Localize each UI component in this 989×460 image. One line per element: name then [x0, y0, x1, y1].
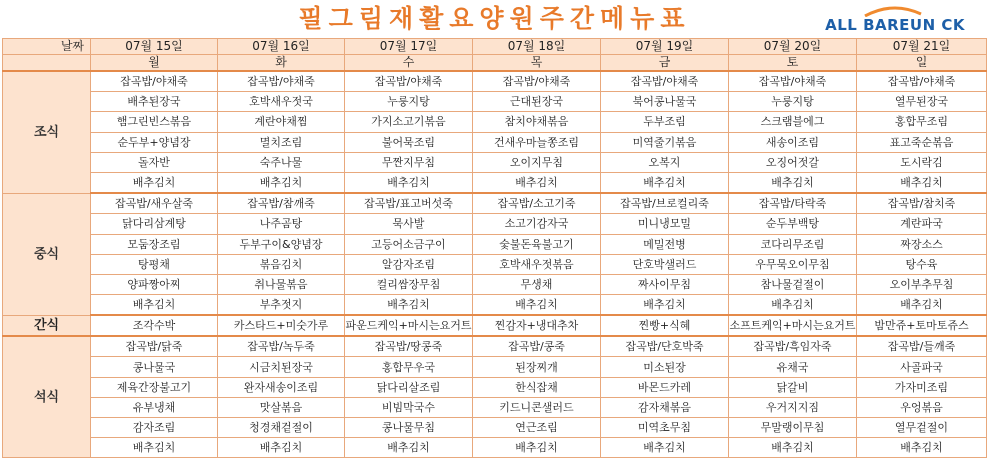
- dinner-label: 석식: [3, 336, 91, 458]
- menu-item: 누룽지탕: [729, 92, 857, 112]
- menu-item: 잡곡밥/참깨죽: [218, 193, 345, 214]
- date-cell: 07월 16일: [218, 39, 345, 55]
- menu-item: 잡곡밥/야채죽: [218, 71, 345, 92]
- menu-item: 건새우마늘쫑조림: [473, 132, 601, 152]
- menu-item: 미소된장: [601, 357, 729, 377]
- menu-item: 연근조림: [473, 418, 601, 438]
- menu-item: 잡곡밥/들깨죽: [857, 336, 987, 357]
- menu-item: 계란파국: [857, 214, 987, 234]
- menu-item: 콩나물무침: [345, 418, 473, 438]
- menu-item: 참치야채볶음: [473, 112, 601, 132]
- menu-item: 순두부백탕: [729, 214, 857, 234]
- menu-item: 열무된장국: [857, 92, 987, 112]
- day-header-blank: [3, 55, 91, 72]
- menu-item: 누룽지탕: [345, 92, 473, 112]
- menu-item: 배추된장국: [91, 92, 218, 112]
- lunch-row: [3, 274, 987, 294]
- menu-item: 유부냉채: [91, 397, 218, 417]
- menu-item: 사골파국: [857, 357, 987, 377]
- date-cell: 07월 18일: [473, 39, 601, 55]
- date-cell: 07월 20일: [729, 39, 857, 55]
- menu-item: 새송이조림: [729, 132, 857, 152]
- menu-item: 가자미조림: [857, 377, 987, 397]
- lunch-row: [3, 193, 987, 214]
- menu-item: 미니냉모밀: [601, 214, 729, 234]
- breakfast-label: 조식: [3, 71, 91, 193]
- lunch-row: [3, 254, 987, 274]
- menu-item: 잡곡밥/브로컬리죽: [601, 193, 729, 214]
- menu-item: 배추김치: [729, 438, 857, 458]
- dinner-row: [3, 377, 987, 397]
- menu-item: 우거지지짐: [729, 397, 857, 417]
- menu-item: 닭다리살조림: [345, 377, 473, 397]
- menu-item: 맛살볶음: [218, 397, 345, 417]
- menu-item: 열무겉절이: [857, 418, 987, 438]
- menu-item: 무말랭이무침: [729, 418, 857, 438]
- snack-item: 조각수박: [91, 315, 218, 336]
- menu-item: 짜장소스: [857, 234, 987, 254]
- menu-item: 시금치된장국: [218, 357, 345, 377]
- menu-item: 배추김치: [857, 295, 987, 316]
- menu-item: 스크램블에그: [729, 112, 857, 132]
- menu-item: 표고죽순볶음: [857, 132, 987, 152]
- menu-item: 참나물겉절이: [729, 274, 857, 294]
- menu-item: 잡곡밥/야채죽: [729, 71, 857, 92]
- menu-item: 잡곡밥/야채죽: [91, 71, 218, 92]
- breakfast-row: [3, 112, 987, 132]
- menu-item: 고등어소금구이: [345, 234, 473, 254]
- dinner-row: [3, 397, 987, 417]
- date-cell: 07월 19일: [601, 39, 729, 55]
- breakfast-row: [3, 172, 987, 193]
- menu-item: 묵사발: [345, 214, 473, 234]
- menu-item: 잡곡밥/야채죽: [601, 71, 729, 92]
- menu-item: 컬리쌈장무침: [345, 274, 473, 294]
- menu-item: 잡곡밥/닭죽: [91, 336, 218, 357]
- date-cell: 07월 17일: [345, 39, 473, 55]
- menu-item: 오복지: [601, 152, 729, 172]
- snack-item: 찐감자+냉대추차: [473, 315, 601, 336]
- snack-item: 파운드케익+마시는요거트: [345, 315, 473, 336]
- menu-item: 배추김치: [729, 295, 857, 316]
- menu-item: 배추김치: [345, 438, 473, 458]
- menu-item: 부추젓지: [218, 295, 345, 316]
- menu-item: 배추김치: [857, 172, 987, 193]
- menu-item: 호박새우젓국: [218, 92, 345, 112]
- menu-item: 감자채볶음: [601, 397, 729, 417]
- dinner-row: [3, 418, 987, 438]
- menu-item: 무짠지무침: [345, 152, 473, 172]
- menu-item: 소고기감자국: [473, 214, 601, 234]
- logo-arc-icon: [863, 5, 923, 17]
- day-cell: 수: [345, 55, 473, 72]
- breakfast-row: [3, 92, 987, 112]
- menu-item: 양파짱아찌: [91, 274, 218, 294]
- day-cell: 금: [601, 55, 729, 72]
- menu-item: 잡곡밥/땅콩죽: [345, 336, 473, 357]
- menu-item: 잡곡밥/소고기죽: [473, 193, 601, 214]
- menu-item: 북어콩나물국: [601, 92, 729, 112]
- menu-item: 알감자조림: [345, 254, 473, 274]
- menu-table: [2, 38, 987, 458]
- menu-item: 멸치조림: [218, 132, 345, 152]
- menu-item: 나주곰탕: [218, 214, 345, 234]
- menu-item: 우엉볶음: [857, 397, 987, 417]
- menu-item: 숙주나물: [218, 152, 345, 172]
- dinner-row: [3, 336, 987, 357]
- lunch-row: [3, 234, 987, 254]
- menu-item: 호박새우젓볶음: [473, 254, 601, 274]
- menu-item: 배추김치: [218, 438, 345, 458]
- menu-item: 탕평채: [91, 254, 218, 274]
- menu-item: 청경채겉절이: [218, 418, 345, 438]
- snack-label: 간식: [3, 315, 91, 336]
- menu-item: 감자조림: [91, 418, 218, 438]
- menu-item: 바몬드카레: [601, 377, 729, 397]
- menu-item: 숯불돈육불고기: [473, 234, 601, 254]
- day-cell: 토: [729, 55, 857, 72]
- day-row: [3, 55, 987, 72]
- menu-item: 잡곡밥/참치죽: [857, 193, 987, 214]
- menu-item: 닭다리삼계탕: [91, 214, 218, 234]
- menu-item: 배추김치: [857, 438, 987, 458]
- menu-item: 볶음김치: [218, 254, 345, 274]
- day-cell: 일: [857, 55, 987, 72]
- menu-item: 비빔막국수: [345, 397, 473, 417]
- menu-item: 계란야채찜: [218, 112, 345, 132]
- menu-item: 홍합무우국: [345, 357, 473, 377]
- menu-item: 완자새송이조림: [218, 377, 345, 397]
- menu-item: 배추김치: [601, 295, 729, 316]
- menu-item: 근대된장국: [473, 92, 601, 112]
- menu-item: 두부구이&양념장: [218, 234, 345, 254]
- menu-item: 잡곡밥/야채죽: [473, 71, 601, 92]
- menu-item: 닭갈비: [729, 377, 857, 397]
- menu-item: 잡곡밥/단호박죽: [601, 336, 729, 357]
- menu-item: 배추김치: [91, 438, 218, 458]
- menu-item: 무생채: [473, 274, 601, 294]
- menu-item: 잡곡밥/타락죽: [729, 193, 857, 214]
- menu-item: 배추김치: [91, 172, 218, 193]
- day-cell: 목: [473, 55, 601, 72]
- snack-item: 소프트케익+마시는요거트: [729, 315, 857, 336]
- menu-item: 배추김치: [473, 295, 601, 316]
- lunch-row: [3, 214, 987, 234]
- menu-item: 불어묵조림: [345, 132, 473, 152]
- snack-item: 카스타드+미숫가루: [218, 315, 345, 336]
- menu-item: 배추김치: [601, 172, 729, 193]
- page-title: 필그림재활요양원주간메뉴표: [298, 4, 691, 33]
- menu-item: 배추김치: [345, 172, 473, 193]
- menu-item: 두부조림: [601, 112, 729, 132]
- day-cell: 화: [218, 55, 345, 72]
- menu-item: 한식잡채: [473, 377, 601, 397]
- menu-item: 모둠장조림: [91, 234, 218, 254]
- breakfast-row: [3, 71, 987, 92]
- menu-item: 잡곡밥/흑임자죽: [729, 336, 857, 357]
- menu-item: 오징어젓갈: [729, 152, 857, 172]
- menu-item: 미역줄기볶음: [601, 132, 729, 152]
- menu-item: 잡곡밥/콩죽: [473, 336, 601, 357]
- menu-item: 배추김치: [218, 172, 345, 193]
- menu-item: 코다리무조림: [729, 234, 857, 254]
- date-cell: 07월 15일: [91, 39, 218, 55]
- menu-item: 취나물볶음: [218, 274, 345, 294]
- snack-row: [3, 315, 987, 336]
- menu-item: 된장찌개: [473, 357, 601, 377]
- menu-item: 순두부+양념장: [91, 132, 218, 152]
- breakfast-row: [3, 152, 987, 172]
- menu-item: 단호박샐러드: [601, 254, 729, 274]
- menu-item: 배추김치: [473, 438, 601, 458]
- date-header-label: 날짜: [3, 39, 91, 55]
- logo-text: ALL BAREUN CK: [825, 16, 965, 34]
- menu-item: 탕수육: [857, 254, 987, 274]
- lunch-row: [3, 295, 987, 316]
- menu-item: 배추김치: [473, 172, 601, 193]
- logo: [825, 14, 965, 36]
- dinner-row: [3, 438, 987, 458]
- menu-item: 오이부추무침: [857, 274, 987, 294]
- menu-item: 짜사이무침: [601, 274, 729, 294]
- menu-item: 우무묵오이무침: [729, 254, 857, 274]
- date-row: [3, 39, 987, 55]
- lunch-label: 중식: [3, 193, 91, 315]
- menu-item: 홍합무조림: [857, 112, 987, 132]
- menu-item: 잡곡밥/녹두죽: [218, 336, 345, 357]
- menu-item: 콩나물국: [91, 357, 218, 377]
- menu-item: 잡곡밥/표고버섯죽: [345, 193, 473, 214]
- day-cell: 월: [91, 55, 218, 72]
- snack-item: 밤만쥬+토마토쥬스: [857, 315, 987, 336]
- menu-item: 유채국: [729, 357, 857, 377]
- menu-item: 가지소고기볶음: [345, 112, 473, 132]
- breakfast-row: [3, 132, 987, 152]
- menu-item: 돌자반: [91, 152, 218, 172]
- menu-item: 배추김치: [729, 172, 857, 193]
- menu-item: 미역초무침: [601, 418, 729, 438]
- snack-item: 찐빵+식혜: [601, 315, 729, 336]
- menu-item: 메밀전병: [601, 234, 729, 254]
- menu-item: 잡곡밥/새우살죽: [91, 193, 218, 214]
- menu-item: 키드니콘샐러드: [473, 397, 601, 417]
- date-cell: 07월 21일: [857, 39, 987, 55]
- menu-item: 도시락김: [857, 152, 987, 172]
- menu-item: 제육간장불고기: [91, 377, 218, 397]
- dinner-row: [3, 357, 987, 377]
- menu-item: 잡곡밥/야채죽: [857, 71, 987, 92]
- menu-item: 햄그린빈스볶음: [91, 112, 218, 132]
- menu-item: 배추김치: [601, 438, 729, 458]
- menu-item: 오이지무침: [473, 152, 601, 172]
- menu-item: 배추김치: [345, 295, 473, 316]
- menu-item: 잡곡밥/야채죽: [345, 71, 473, 92]
- menu-item: 배추김치: [91, 295, 218, 316]
